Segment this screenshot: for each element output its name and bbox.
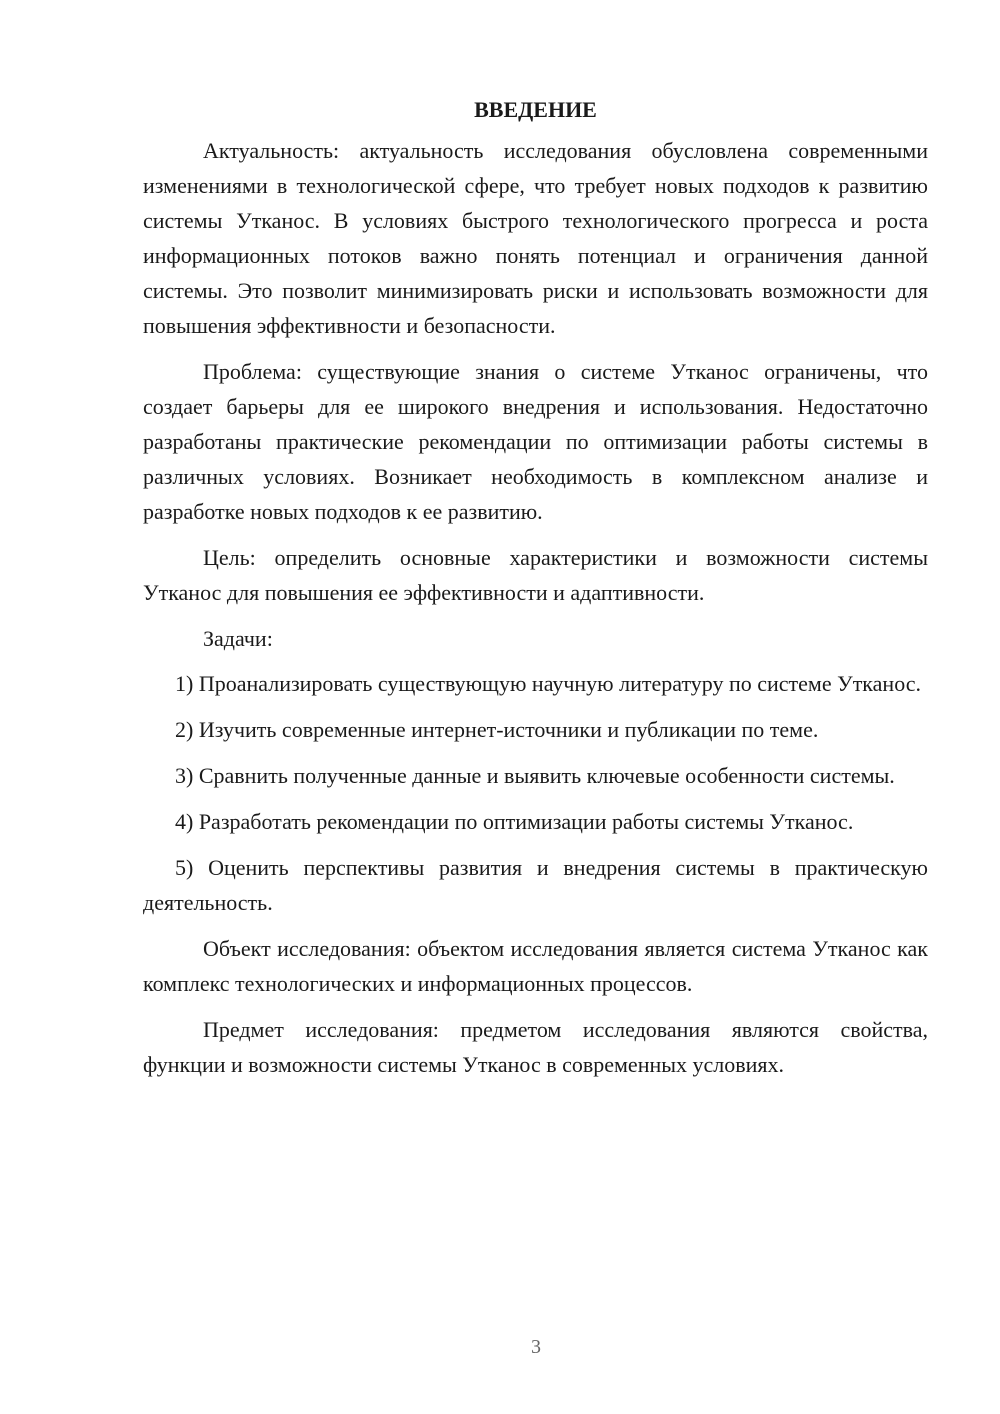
task-item-2: 2) Изучить современные интернет-источники и публикации по теме. (175, 717, 819, 742)
task-item-1: 1) Проанализировать существующую научную литературу по системе Утканос. (175, 671, 922, 696)
goal-paragraph: Цель: определить основные характеристики и возможности системы Утканос для повышения ее эффективности и адаптивности. (143, 545, 928, 605)
page-number: 3 (531, 1336, 541, 1358)
document-page (143, 95, 928, 1093)
task-item-3: 3) Сравнить полученные данные и выявить ключевые особенности системы. (175, 763, 895, 788)
object-paragraph: Объект исследования: объектом исследования является система Утканос как комплекс технологических и информационных процессов. (143, 936, 928, 996)
page-title: ВВЕДЕНИЕ (474, 97, 597, 122)
problem-paragraph: Проблема: существующие знания о системе Утканос ограничены, что создает барьеры для ее широкого внедрения и использования. Недостаточно разработаны практические рекомендации по оптимизации работы системы в различных условиях. Возникает необходимость в комплексном анализе и разработке новых подходов к ее развитию. (143, 359, 928, 524)
task-item-4: 4) Разработать рекомендации по оптимизации работы системы Утканос. (175, 809, 854, 834)
task-item-5: 5) Оценить перспективы развития и внедрения системы в практическую деятельность. (143, 855, 928, 915)
subject-paragraph: Предмет исследования: предметом исследования являются свойства, функции и возможности системы Утканос в современных условиях. (143, 1017, 928, 1077)
tasks-label: Задачи: (203, 626, 273, 651)
relevance-paragraph: Актуальность: актуальность исследования обусловлена современными изменениями в технологической сфере, что требует новых подходов к развитию системы Утканос. В условиях быстрого технологического прогресса и роста информационных потоков важно понять потенциал и ограничения данной системы. Это позволит минимизировать риски и использовать возможности для повышения эффективности и безопасности. (143, 138, 928, 338)
